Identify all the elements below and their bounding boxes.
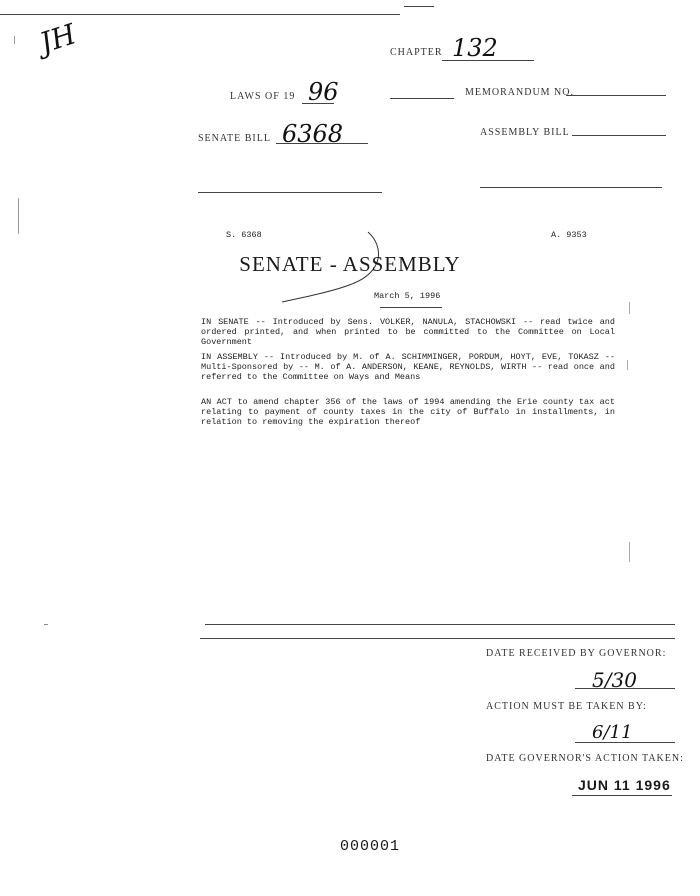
action-value: 6/11 — [592, 722, 633, 743]
taken-underline — [572, 795, 672, 796]
date-underline — [380, 307, 442, 308]
laws-underline — [302, 103, 334, 104]
assembly-number: A. 9353 — [551, 230, 587, 240]
received-value: 5/30 — [592, 668, 637, 692]
bill-title: SENATE - ASSEMBLY — [239, 252, 461, 276]
memorandum-line — [566, 95, 666, 96]
margin-mark — [44, 624, 48, 625]
separator-right — [480, 187, 662, 188]
senate-bill-label: SENATE BILL — [198, 133, 271, 144]
margin-mark — [18, 198, 19, 234]
received-underline — [575, 688, 675, 689]
page-number: 000001 — [340, 838, 401, 855]
action-label: ACTION MUST BE TAKEN BY: — [486, 701, 647, 712]
margin-mark — [14, 36, 15, 44]
senate-bill-value: 6368 — [282, 120, 344, 148]
senate-intro-paragraph: IN SENATE -- Introduced by Sens. VOLKER, NANULA, STACHOWSKI -- read twice and ordered printed, and when printed to be committed to the Committee on Local Government — [201, 317, 615, 347]
taken-label: DATE GOVERNOR'S ACTION TAKEN: — [486, 753, 684, 764]
chapter-label: CHAPTER — [390, 47, 443, 58]
laws-label: LAWS OF 19 — [230, 91, 296, 102]
taken-stamp: JUN 11 1996 — [578, 777, 671, 793]
laws-year: 96 — [308, 78, 339, 106]
memorandum-label: MEMORANDUM NO. — [465, 87, 575, 98]
act-paragraph: AN ACT to amend chapter 356 of the laws of 1994 amending the Erie county tax act relating to payment of county taxes in the city of Buffalo in installments, in relation to removing the expiration thereof — [201, 397, 615, 427]
chapter-value: 132 — [452, 34, 498, 62]
assembly-bill-line — [572, 135, 666, 136]
handwritten-initials: JH — [35, 17, 80, 60]
bill-date: March 5, 1996 — [374, 291, 441, 301]
memorandum-pre-line — [390, 98, 454, 99]
assembly-intro-paragraph: IN ASSEMBLY -- Introduced by M. of A. SCHIMMINGER, PORDUM, HOYT, EVE, TOKASZ -- Multi-Sponsored by -- M. of A. ANDERSON, KEANE, REYNOLDS, WIRTH -- read once and referred to the Committee on Ways and Means — [201, 352, 615, 382]
separator-left — [198, 192, 382, 193]
senate-bill-underline — [276, 143, 368, 144]
action-underline — [575, 742, 675, 743]
lower-separator-1 — [205, 624, 675, 625]
margin-mark — [627, 360, 628, 370]
top-edge-line-short — [404, 6, 434, 7]
received-label: DATE RECEIVED BY GOVERNOR: — [486, 648, 667, 659]
assembly-bill-label: ASSEMBLY BILL — [480, 127, 570, 138]
top-edge-line — [0, 14, 400, 15]
chapter-underline — [442, 60, 534, 61]
margin-mark — [629, 542, 630, 562]
senate-number: S. 6368 — [226, 230, 262, 240]
lower-separator-2 — [200, 638, 675, 639]
margin-mark — [629, 302, 630, 314]
